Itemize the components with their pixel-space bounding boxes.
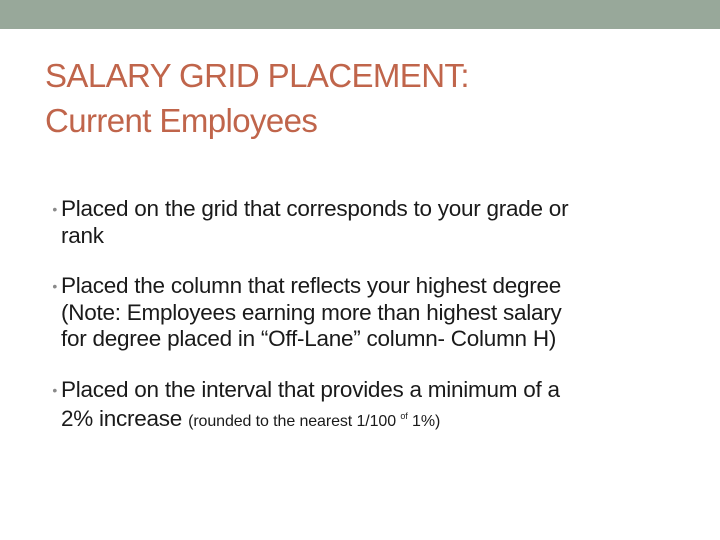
bullet-2-line-1: Placed the column that reflects your highest degree xyxy=(61,273,562,298)
rounding-note xyxy=(188,413,440,430)
bullet-item xyxy=(52,376,720,436)
rounding-note-superscript: of xyxy=(400,411,408,421)
bullet-dot-icon: • xyxy=(52,278,57,294)
bullet-3-main-text: 2% increase xyxy=(61,406,183,431)
bullet-dot-icon: • xyxy=(52,381,57,398)
slide-title-line-2: Current Employees xyxy=(45,102,318,139)
rounding-note-part-b: 1%) xyxy=(412,413,441,430)
bullet-item xyxy=(52,273,720,353)
bullet-1-line-1: Placed on the grid that corresponds to your grade or xyxy=(61,196,569,221)
bullet-dot-icon: • xyxy=(52,201,57,217)
bullet-item xyxy=(52,196,720,249)
bullet-2-line-3: for degree placed in “Off-Lane” column- Column H) xyxy=(61,326,557,351)
slide-title-line-1: SALARY GRID PLACEMENT: xyxy=(45,57,469,94)
top-accent-bar xyxy=(0,0,720,29)
bullet-1-line-2: rank xyxy=(61,222,104,248)
slide-title xyxy=(45,53,685,143)
bullet-3-line-1: Placed on the interval that provides a minimum of a xyxy=(61,376,560,402)
bullet-2-line-2: (Note: Employees earning more than highest salary xyxy=(61,299,562,325)
rounding-note-part-a: (rounded to the nearest 1/100 xyxy=(188,413,397,430)
bullet-list xyxy=(33,196,703,436)
bullet-3-line-2 xyxy=(61,403,720,436)
